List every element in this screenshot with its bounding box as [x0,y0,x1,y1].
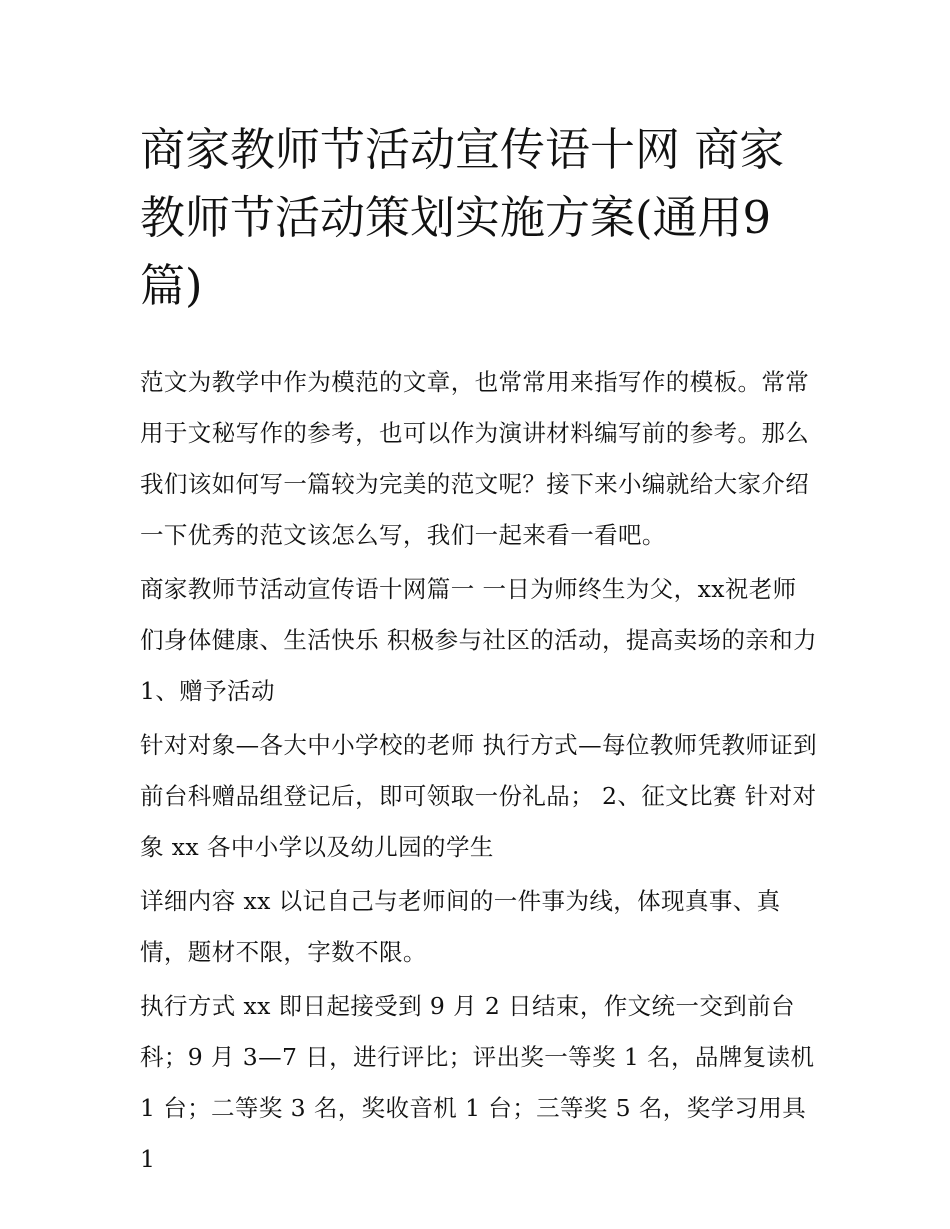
document-title: 商家教师节活动宣传语十网 商家教师节活动策划实施方案(通用9篇) [140,123,785,312]
paragraph-execution: 执行方式 xx 即日起接受到 9 月 2 日结束，作文统一交到前台科；9 月 3—7 日，进行评比；评出奖一等奖 1 名，品牌复读机 1 台；二等奖 3 名，奖收音机 1 台；三等奖 5 名，奖学习用具 1 [140,992,815,1173]
paragraph-part-one: 商家教师节活动宣传语十网篇一 一日为师终生为父，xx祝老师们身体健康、生活快乐 积极参与社区的活动，提高卖场的亲和力 1、赠予活动 [140,575,818,705]
paragraph-gift-activity: 针对对象—各大中小学校的老师 执行方式—每位教师凭教师证到前台科赠品组登记后，即可领取一份礼品； 2、征文比赛 针对对象 xx 各中小学以及幼儿园的学生 [140,731,818,861]
paragraph-essay-details: 详细内容 xx 以记自己与老师间的一件事为线，体现真事、真情，题材不限，字数不限。 [140,887,781,966]
document-body [140,357,820,1188]
paragraph-intro: 范文为教学中作为模范的文章，也常常用来指写作的模板。常常用于文秘写作的参考，也可以作为演讲材料编写前的参考。那么我们该如何写一篇较为完美的范文呢？接下来小编就给大家介绍一下优秀的范文该怎么写，我们一起来看一看吧。 [140,368,810,549]
